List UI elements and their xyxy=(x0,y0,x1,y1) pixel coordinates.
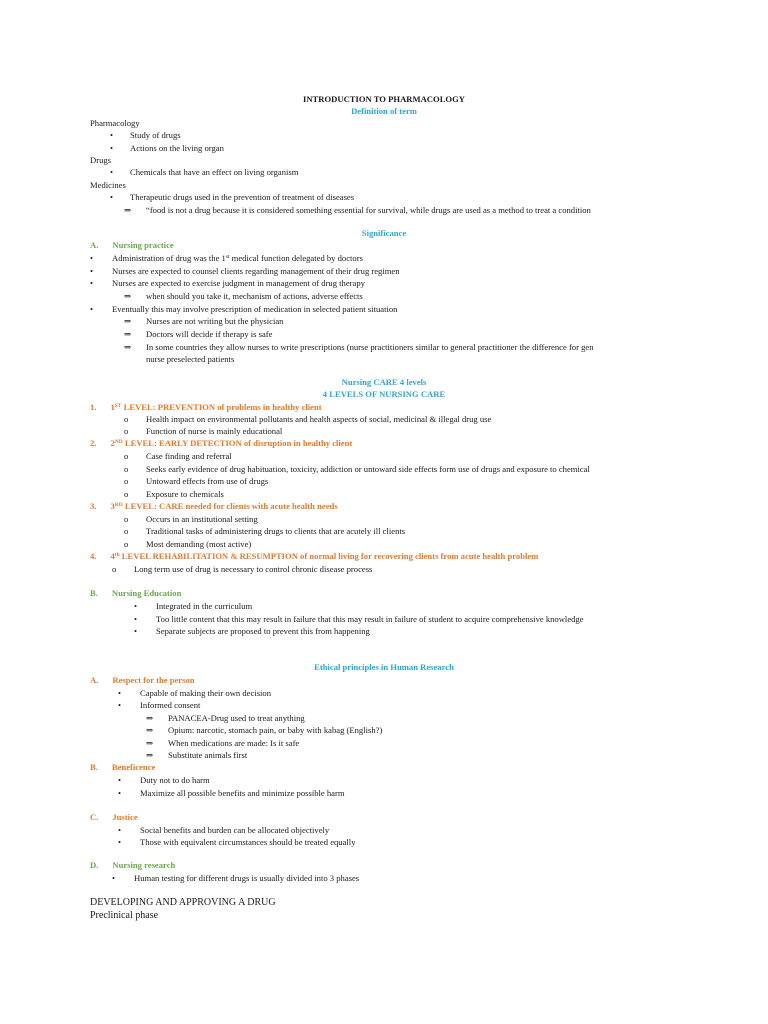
list-item: • Administration of drug was the 1st medical function delegated by doctors xyxy=(90,253,363,263)
list-item: • Actions on the living organ xyxy=(110,143,224,153)
list-item: • Human testing for different drugs is usually divided into 3 phases xyxy=(112,873,360,883)
list-item: • Study of drugs xyxy=(110,130,181,140)
double-arrow-icon: ⇒ xyxy=(146,750,154,760)
double-arrow-icon: ⇒ xyxy=(146,738,154,748)
bullet-dot-icon: • xyxy=(110,130,114,140)
list-item: • Therapeutic drugs used in the prevention of treatment of diseases xyxy=(110,192,355,202)
care-level-1: 1. 1ST LEVEL: PREVENTION of problems in healthy client xyxy=(90,402,322,412)
ethics-respect: A. Respect for the person xyxy=(90,675,195,685)
list-item: • Nurses are expected to counsel clients regarding management of their drug regimen xyxy=(90,266,400,276)
double-arrow-icon: ⇒ xyxy=(124,205,132,215)
list-item: ⇒ PANACEA-Drug used to treat anything xyxy=(146,713,305,723)
bullet-dot-icon: • xyxy=(118,788,122,798)
bullet-dot-icon: • xyxy=(112,873,116,883)
list-item-continuation: nurse preselected patients xyxy=(146,354,235,364)
list-item: • Informed consent xyxy=(118,700,201,710)
definition-heading: Definition of term xyxy=(351,106,417,116)
section-nursing-practice: A. Nursing practice xyxy=(90,240,174,250)
list-item: • Eventually this may involve prescription of medication in selected patient situation xyxy=(90,304,398,314)
double-arrow-icon: ⇒ xyxy=(124,329,132,339)
double-arrow-icon: ⇒ xyxy=(146,725,154,735)
bullet-dot-icon: • xyxy=(110,143,114,153)
circle-o-icon: o xyxy=(112,564,117,574)
bullet-dot-icon: • xyxy=(134,626,138,636)
list-item: o Case finding and referral xyxy=(124,451,232,461)
list-item: o Long term use of drug is necessary to control chronic disease process xyxy=(112,564,373,574)
bullet-dot-icon: • xyxy=(134,601,138,611)
care-level-3: 3. 3RD LEVEL: CARE needed for clients with acute health needs xyxy=(90,501,338,511)
ethics-heading: Ethical principles in Human Research xyxy=(314,662,454,672)
list-item: o Untoward effects from use of drugs xyxy=(124,476,269,486)
double-arrow-icon: ⇒ xyxy=(124,291,132,301)
circle-o-icon: o xyxy=(124,489,129,499)
term-drugs: Drugs xyxy=(90,155,112,165)
circle-o-icon: o xyxy=(124,451,129,461)
list-item: • Integrated in the curriculum xyxy=(134,601,253,611)
developing-heading: DEVELOPING AND APPROVING A DRUG xyxy=(90,897,276,908)
list-item: • Those with equivalent circumstances should be treated equally xyxy=(118,837,356,847)
list-item: ⇒ Nurses are not writing but the physician xyxy=(124,316,284,326)
circle-o-icon: o xyxy=(124,526,129,536)
list-item: • Social benefits and burden can be allocated objectively xyxy=(118,825,330,835)
preclinical-phase: Preclinical phase xyxy=(90,910,159,921)
double-arrow-icon: ⇒ xyxy=(146,713,154,723)
list-item: ⇒ Substitute animals first xyxy=(146,750,248,760)
circle-o-icon: o xyxy=(124,464,129,474)
circle-o-icon: o xyxy=(124,539,129,549)
ethics-beneficence: B. Beneficence xyxy=(90,762,156,772)
care-levels-heading: Nursing CARE 4 levels xyxy=(341,377,427,387)
bullet-dot-icon: • xyxy=(118,775,122,785)
list-item: • Maximize all possible benefits and minimize possible harm xyxy=(118,788,345,798)
page-title: INTRODUCTION TO PHARMACOLOGY xyxy=(302,94,466,104)
list-item: ⇒ “food is not a drug because it is considered something essential for survival, while drugs are used as a method to treat a condition xyxy=(124,205,591,215)
list-item: o Most demanding (most active) xyxy=(124,539,252,549)
list-item: o Traditional tasks of administering drugs to clients that are acutely ill clients xyxy=(124,526,406,536)
care-level-4: 4. 4th LEVEL REHABILITATION & RESUMPTION of normal living for recovering clients from acute health problem xyxy=(90,551,539,561)
bullet-dot-icon: • xyxy=(90,266,94,276)
double-arrow-icon: ⇒ xyxy=(124,316,132,326)
significance-heading: Significance xyxy=(361,228,407,238)
list-item: • Separate subjects are proposed to prevent this from happening xyxy=(134,626,370,636)
bullet-dot-icon: • xyxy=(118,825,122,835)
bullet-dot-icon: • xyxy=(118,700,122,710)
double-arrow-icon: ⇒ xyxy=(124,342,132,352)
ethics-nursing-research: D. Nursing research xyxy=(90,860,176,870)
list-item: • Too little content that this may result in failure that this may result in failure of student to acquire comprehensive knowledge xyxy=(134,614,584,624)
list-item: • Chemicals that have an effect on living organism xyxy=(110,167,299,177)
bullet-dot-icon: • xyxy=(110,167,114,177)
ethics-justice: C. Justice xyxy=(90,812,138,822)
bullet-dot-icon: • xyxy=(90,304,94,314)
bullet-dot-icon: • xyxy=(118,688,122,698)
list-item: o Function of nurse is mainly educational xyxy=(124,426,283,436)
circle-o-icon: o xyxy=(124,414,129,424)
list-item: o Exposure to chemicals xyxy=(124,489,224,499)
bullet-dot-icon: • xyxy=(118,837,122,847)
bullet-dot-icon: • xyxy=(90,278,94,288)
list-item: o Health impact on environmental pollutants and health aspects of social, medicinal & illegal drug use xyxy=(124,414,492,424)
section-nursing-education: B. Nursing Education xyxy=(90,588,182,598)
bullet-dot-icon: • xyxy=(110,192,114,202)
list-item: ⇒ In some countries they allow nurses to write prescriptions (nurse practitioners similar to general practitioner the difference for gen xyxy=(124,342,594,352)
circle-o-icon: o xyxy=(124,476,129,486)
list-item: • Capable of making their own decision xyxy=(118,688,272,698)
list-item: o Occurs in an institutional setting xyxy=(124,514,258,524)
term-medicines: Medicines xyxy=(90,180,126,190)
list-item: • Nurses are expected to exercise judgment in management of drug therapy xyxy=(90,278,365,288)
care-level-2: 2. 2ND LEVEL: EARLY DETECTION of disruption in healthy client xyxy=(90,438,353,448)
list-item: ⇒ When medications are made: Is it safe xyxy=(146,738,300,748)
list-item: ⇒ Doctors will decide if therapy is safe xyxy=(124,329,273,339)
bullet-dot-icon: • xyxy=(90,253,94,263)
circle-o-icon: o xyxy=(124,426,129,436)
care-levels-subheading: 4 LEVELS OF NURSING CARE xyxy=(322,389,446,399)
circle-o-icon: o xyxy=(124,514,129,524)
bullet-dot-icon: • xyxy=(134,614,138,624)
list-item: • Duty not to do harm xyxy=(118,775,210,785)
list-item: o Seeks early evidence of drug habituation, toxicity, addiction or untoward side effects form use of drugs and exposure to chemical xyxy=(124,464,590,474)
list-item: ⇒ when should you take it, mechanism of actions, adverse effects xyxy=(124,291,363,301)
term-pharmacology: Pharmacology xyxy=(90,118,140,128)
list-item: ⇒ Opium: narcotic, stomach pain, or baby with kabag (English?) xyxy=(146,725,383,735)
